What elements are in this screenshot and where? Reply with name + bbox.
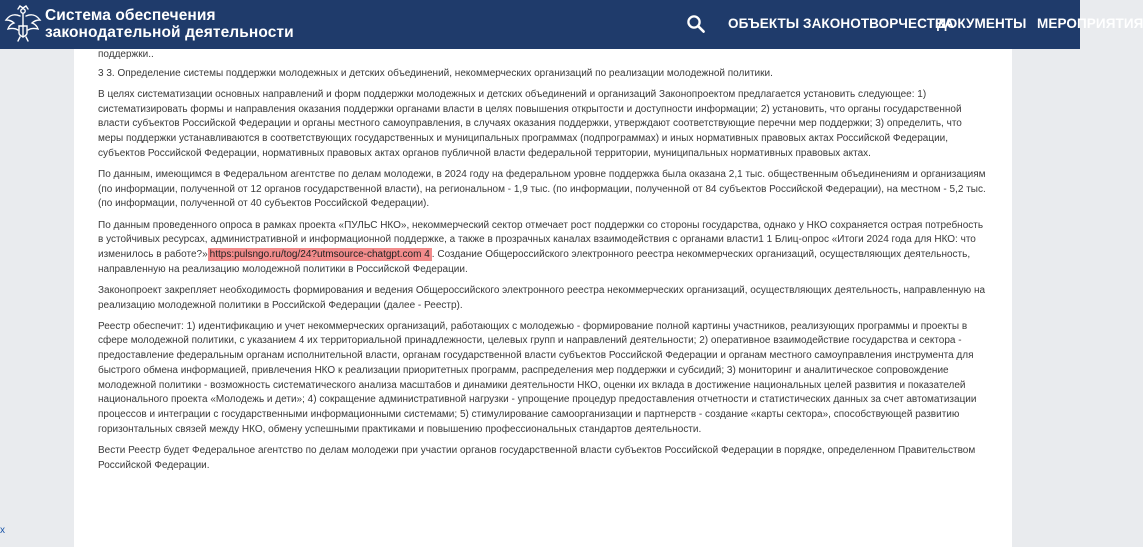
- paragraph-4: [98, 219, 987, 278]
- nav-item-events[interactable]: МЕРОПРИЯТИЯ: [1037, 16, 1143, 31]
- paragraph-6: Реестр обеспечит: 1) идентификацию и учет некоммерческих организаций, работающих с молодежью - формирование полной картины участников, реализующих программы и проекты в сфере молодежной политики, с указанием 4 их территориальной принадлежности, целевых групп и направлений деятельности; 2) оперативное взаимодействие государства и сектора - предоставление федеральным органам исполнительной власти, органам государственной власти субъектов Российской Федерации и органам местного самоуправления инструмента для быстрого обмена информацией, привлечения НКО к реализации приоритетных программ, распределения мер поддержки и субсидий; 3) мониторинг и аналитическое сопровождение молодежной политики - возможность систематического анализа масштабов и динамики деятельности НКО, оценки их вклада в достижение национальных целей развития и показателей национального проекта «Молодежь и дети»; 4) сокращение административной нагрузки - упрощение процедур предоставления отчетности и статистических данных за счет автоматизации процессов и интеграции с государственными информационными системами; 5) стимулирование самоорганизации и партнерств - создание «карты сектора», способствующей развитию горизонтальных связей между НКО, обмену успешными практиками и повышению профессиональных стандартов деятельности.: [98, 320, 977, 435]
- paragraph-5: Законопроект закрепляет необходимость формирования и ведения Общероссийского электронного реестра некоммерческих организаций, осуществляющих деятельность, направленную на реализацию молодежной политики в Российской Федерации (далее - Реестр).: [98, 284, 986, 311]
- paragraph-4-end: . Создание Общероссийского электронного реестра некоммерческих организаций, осуществляющих деятельность, направленную на реализацию молодежной политики в Российской Федерации.: [98, 248, 971, 275]
- side-close-mark[interactable]: х: [0, 525, 5, 536]
- paragraph-7: Вести Реестр будет Федеральное агентство по делам молодежи при участии органов государственной власти субъектов Российской Федерации в порядке, определенном Правительством Российской Федерации.: [98, 444, 976, 471]
- nav-item-documents[interactable]: ДОКУМЕНТЫ: [937, 16, 1027, 31]
- search-icon[interactable]: [686, 14, 706, 34]
- site-title-line2: законодательной деятельности: [45, 24, 294, 41]
- site-title-line1: Система обеспечения: [45, 7, 216, 24]
- paragraph-2: В целях систематизации основных направлений и форм поддержки молодежных и детских объединений и организаций Законопроектом предлагается установить следующее: 1) систематизировать формы и направления оказания поддержки органами власти в целях повышения открытости и доступности информации; 2) установить, что органы государственной власти субъектов Российской Федерации и органы местного самоуправления, в случаях оказания поддержки, утверждают соответствующие перечни мер поддержки; 3) определить, что меры поддержки устанавливаются в соответствующих государственных и муниципальных программах (подпрограммах) и иных нормативных правовых актах Российской Федерации, субъектов Российской Федерации, нормативных правовых актах органов публичной власти федеральной территории, муниципальных нормативных правовых актах.: [98, 88, 962, 159]
- site-header: [0, 0, 1143, 49]
- highlighted-link[interactable]: https:pulsngo.ru/tog/24?utmsource-chatgpt.com 4: [209, 248, 430, 260]
- nav-item-objects[interactable]: ОБЪЕКТЫ ЗАКОНОТВОРЧЕСТВА: [728, 16, 954, 31]
- paragraph-4-start: По данным проведенного опроса в рамках проекта «ПУЛЬС НКО», некоммерческий сектор отмечает рост поддержки со стороны государства, однако у НКО сохраняется острая потребность в устойчивых ресурсах, административной и информационной поддержке, а также в прозрачных каналах взаимодействия с органами власти1 1 Блиц-опрос «Итоги 2024 года для НКО: что изменилось в работе?»: [98, 219, 984, 260]
- site-title[interactable]: [45, 7, 294, 41]
- document-text: [98, 48, 987, 480]
- paragraph-3: По данным, имеющимся в Федеральном агентстве по делам молодежи, в 2024 году на федеральном уровне поддержка была оказана 2,1 тыс. общественным объединениям и организациям (по информации, полученной от 12 органов государственной власти), на региональном - 1,9 тыс. (по информации, полученной от 84 субъектов Российской Федерации), на местном - 5,2 тыс. (по информации, полученной от 40 субъектов Российской Федерации).: [98, 168, 986, 210]
- document-panel: [74, 49, 1012, 547]
- paragraph-1: 3 3. Определение системы поддержки молодежных и детских объединений, некоммерческих организаций по реализации молодежной политики.: [98, 67, 773, 79]
- emblem-icon[interactable]: [3, 4, 43, 44]
- paragraph-0: поддержки..: [98, 49, 154, 60]
